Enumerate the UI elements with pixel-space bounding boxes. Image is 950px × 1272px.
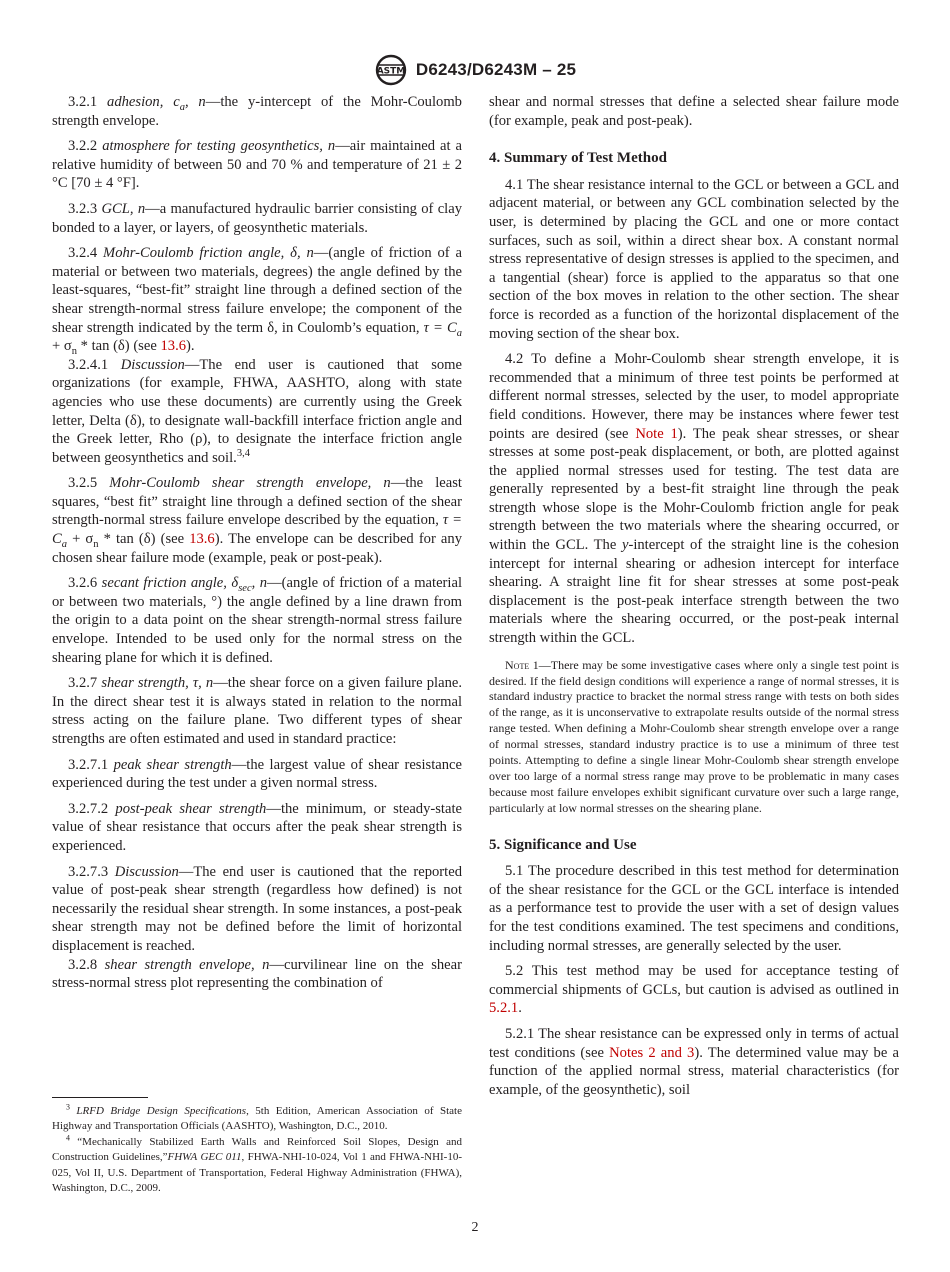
page-number: 2 bbox=[471, 1220, 479, 1235]
para-4-2: 4.2 To define a Mohr-Coulomb shear strength envelope, it is recommended that a minimum of three test points be performed at different normal stresses, selected by the user, to model appropriate field conditions. However, there may be instances where fewer test points are desired (see Note 1). The peak shear stresses, or shear stresses at some post-peak displacement, or both, are plotted against the applied normal stresses used for testing. The test data are generally represented by a best-fit straight line through the peak strength whose slope is the Mohr-Coulomb friction angle for peak strength between the two materials where the shearing occurred, or within the GCL. The y-intercept of the straight line is the cohesion intercept for internal shearing or adhesion intercept for interface shearing. A straight line fit for shear stresses at some post-peak displacement is the post-peak interface strength between the two materials where the shearing occurred, or the post-peak internal strength within the GCL. bbox=[489, 351, 899, 647]
def-shear-strength: 3.2.7 shear strength, τ, n—the shear force on a given failure plane. In the direct shear test it is always stated in relation to the normal stress acting on the failure plane. Two different types of shear strengths are often estimated and used in standard practice: bbox=[52, 675, 462, 747]
def-friction-angle: 3.2.4 Mohr-Coulomb friction angle, δ, n—(angle of friction of a material or between two materials, degrees) the angle defined by the least-squares, “best-fit” straight line through a defined section of the shear strength-normal stress failure envelope; the component of the shear strength indicated by the term δ, in Coulomb’s equation, $\tau = C_a + \sigma_n * \tan (\delta)$ (see 13.6). bbox=[52, 245, 462, 358]
note-1: Note 1—There may be some investigative cases where only a single test point is desired. If the field design conditions will experience a range of normal stresses, it is standard industry practice to bracket the normal stress range with tests on both sides of the range, as it is unconservative to extrapolate results outside of the normal stress range tested. When defining a Mohr-Coulomb shear strength envelope over a range of normal stresses, standard industry practice is to use a minimum of three test points. Attempting to define a single linear Mohr-Coulomb shear strength envelope over too large of a normal stress range may prove to be problematic in many cases because most failure envelopes exhibit significant curvature over such a large range, particularly at low normal stresses on the shearing plane. bbox=[489, 657, 900, 815]
para-5-1: 5.1 The procedure described in this test method for determination of the shear resistance for the GCL or the GCL interface is intended as a performance test to provide the user with a set of design values for the test conditions examined. The test specimens and conditions, including normal stresses, are generally selected by the user. bbox=[489, 863, 899, 954]
def-strength-envelope: 3.2.8 shear strength envelope, n—curvilinear line on the shear stress-normal stress plot representing the combination of bbox=[52, 956, 462, 992]
def-post-peak-strength: 3.2.7.2 post-peak shear strength—the minimum, or steady-state value of shear resistance that occurs after the peak shear strength is experienced. bbox=[52, 800, 462, 854]
right-column bbox=[489, 93, 899, 1099]
def-secant-angle: 3.2.6 secant friction angle, $\delta_{sec}$, n—(angle of friction of a material or between two materials, °) the angle defined by a line drawn from the origin to a data point on the shear strength-normal stress failure envelope. Intended to be used only for the normal stress on the shearing plane for which it is defined. bbox=[52, 575, 463, 666]
page-header bbox=[0, 54, 950, 86]
def-gcl: 3.2.3 GCL, n—a manufactured hydraulic barrier consisting of clay bonded to a layer, or layers, of geosynthetic materials. bbox=[52, 200, 463, 236]
ref-5-2-1-link[interactable]: 5.2.1 bbox=[489, 1000, 519, 1017]
def-adhesion: 3.2.1 adhesion, $c_a$, n—the y-intercept of the Mohr-Coulomb strength envelope. bbox=[52, 94, 462, 129]
def-shear-envelope: 3.2.5 Mohr-Coulomb shear strength envelope, n—the least squares, “best fit” straight line through a defined section of the shear strength-normal stress failure envelope described by the equation, $\tau = C_a + \sigma_n * \tan (\delta)$ (see 13.6). The envelope can be described for any chosen shear failure mode (example, peak or post-peak). bbox=[52, 475, 462, 566]
def-atmosphere: 3.2.2 atmosphere for testing geosynthetics, n—air maintained at a relative humidity of between 50 and 70 % and temperature of 21 ± 2 °C [70 ± 4 °F]. bbox=[52, 138, 462, 192]
ref-13-6-link-2[interactable]: 13.6 bbox=[189, 531, 215, 548]
note-1-link[interactable]: Note 1 bbox=[635, 425, 678, 442]
def-peak-strength: 3.2.7.1 peak shear strength—the largest value of shear resistance experienced during the test under a given normal stress. bbox=[52, 756, 462, 792]
footnote-4: $^4$ “Mechanically Stabilized Earth Walls and Reinforced Soil Slopes, Design and Construction Guidelines,”FHWA GEC 011, FHWA-NHI-10-024, Vol 1 and FHWA-NHI-10-025, Vol II, U.S. Department of Transportation, Federal Highway Administration (FHWA), Washington, D.C., 2009. bbox=[52, 1133, 463, 1195]
para-5-2: 5.2 This test method may be used for acceptance testing of commercial shipments of GCLs, but caution is advised as outlined in 5.2.1. bbox=[489, 963, 899, 1017]
def-discussion-2: 3.2.7.3 Discussion—The end user is cautioned that the reported value of post-peak shear strength (regardless how defined) is not necessarily the residual shear strength. In some instances, a post-peak shear strength may not be defined before the limit of horizontal displacement is reached. bbox=[52, 863, 462, 954]
svg-text:ASTM: ASTM bbox=[376, 66, 406, 77]
para-5-2-1: 5.2.1 The shear resistance can be expressed only in terms of actual test conditions (see Notes 2 and 3). The determined value may be a function of the applied normal stress, material characteristics (for example, of the geosynthetic), soil bbox=[489, 1026, 899, 1098]
section-4-heading: 4. Summary of Test Method bbox=[489, 150, 667, 167]
continued-text: shear and normal stresses that define a selected shear failure mode (for example, peak and post-peak). bbox=[489, 94, 899, 129]
notes-2-3-link[interactable]: Notes 2 and 3 bbox=[609, 1044, 695, 1061]
astm-logo-icon bbox=[374, 54, 408, 86]
ref-13-6-link[interactable]: 13.6 bbox=[160, 338, 187, 355]
def-discussion-1: 3.2.4.1 Discussion—The end user is cautioned that some organizations (for example, FHWA, AASHTO, along with state agencies who use these documents) are currently using the Greek letter, Delta (δ), to designate wall-backfill interface friction angle and the Greek letter, Rho (ρ), to designate the interface friction angle between geosynthetics and soil.$^{3,4}$ bbox=[52, 356, 462, 466]
left-column bbox=[52, 93, 462, 993]
section-5-heading: 5. Significance and Use bbox=[489, 836, 637, 853]
footnotes bbox=[52, 1104, 462, 1196]
para-4-1: 4.1 The shear resistance internal to the GCL or between a GCL and adjacent material, or between any GCL combination selected by the user, is determined by placing the GCL and one or more contact surfaces, such as soil, within a direct shear box. A constant normal stress representative of design stresses is applied to the specimen, and a tangential (shear) force is applied to the apparatus so that one section of the box moves in relation to the other section. The shear force is recorded as a function of the horizontal displacement of the moving section of the shear box. bbox=[489, 176, 899, 342]
footnote-divider bbox=[52, 1097, 148, 1098]
footnote-3: $^3$ LRFD Bridge Design Specifications, 5th Edition, American Association of State Highway and Transportation Officials (AASHTO), Washington, D.C., 2010. bbox=[52, 1102, 462, 1133]
document-id: D6243/D6243M – 25 bbox=[415, 60, 577, 79]
